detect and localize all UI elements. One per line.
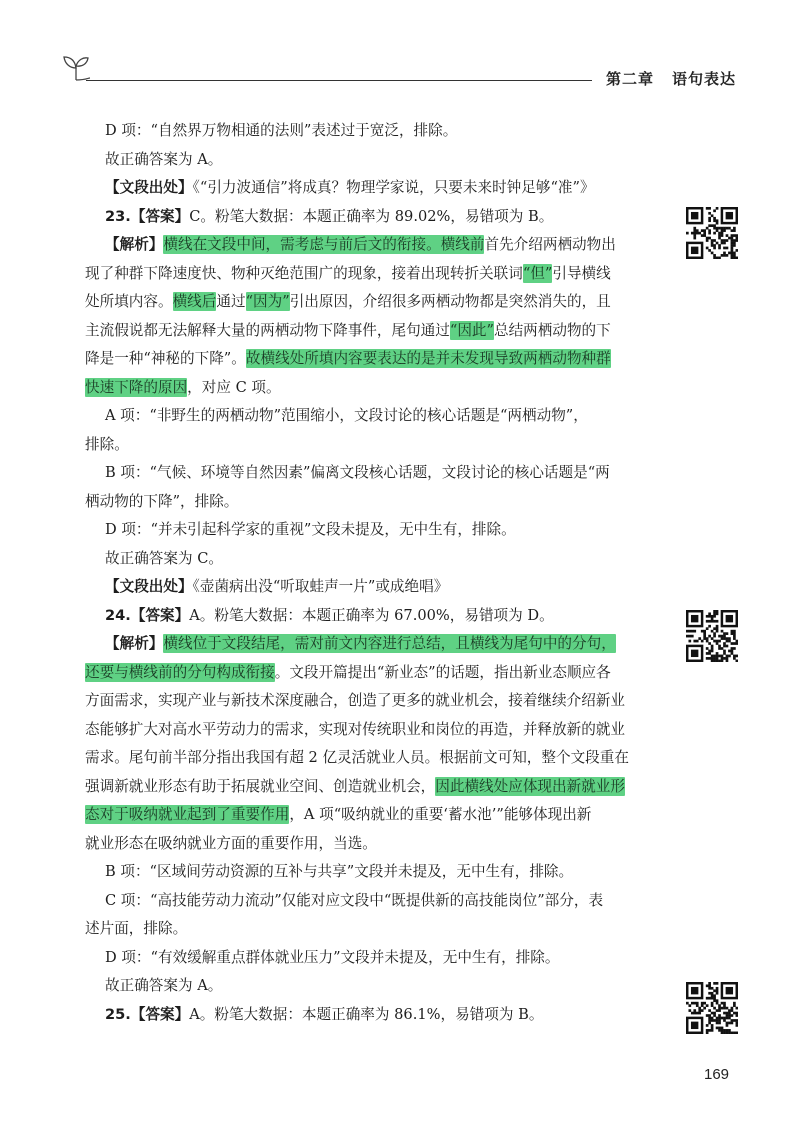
text-line <box>85 744 653 773</box>
text-line <box>85 203 653 232</box>
text-line <box>85 602 653 631</box>
text-span: 处所填内容。 <box>85 293 173 310</box>
chapter-number: 第二章 <box>606 70 655 88</box>
text-span: 栖动物的下降”，排除。 <box>85 492 239 510</box>
text-span: ，A 项“吸纳就业的重要‘蓄水池’”能够体现出新 <box>289 806 592 823</box>
text-span: 需求。尾句前半部分指出我国有超 2 亿灵活就业人员。根据前文可知，整个文段重在 <box>85 749 629 766</box>
highlighted-text: 横线后 <box>172 293 217 310</box>
text-span: 故正确答案为 C。 <box>105 549 223 567</box>
text-span: 强调新就业形态有助于拓展就业空间、创造就业机会， <box>85 777 436 795</box>
text-span: 故正确答案为 A。 <box>105 977 223 994</box>
text-span: 态能够扩大对高水平劳动力的需求，实现对传统职业和岗位的再造，并释放新的就业 <box>85 720 625 738</box>
text-span: 方面需求，实现产业与新技术深度融合，创造了更多的就业机会，接着继续介绍新业 <box>85 692 625 709</box>
page-header <box>0 0 800 100</box>
text-span: 《“引力波通信”将成真？物理学家说，只要未来时钟足够“准”》 <box>192 179 595 196</box>
highlighted-text: 还要与横线前的分句构成衔接 <box>85 663 275 681</box>
text-line <box>85 117 653 146</box>
text-line <box>85 773 653 802</box>
qr-code-q24-icon[interactable] <box>686 610 738 662</box>
text-span: 降是一种“神秘的下降”。 <box>85 350 246 367</box>
label-text: 23.【答案】 <box>105 207 190 225</box>
label-text: 25.【答案】 <box>105 1005 190 1023</box>
text-line <box>85 545 653 574</box>
page-number: 169 <box>704 1066 730 1083</box>
label-text: 【文段出处】 <box>105 179 193 196</box>
highlighted-text: 态对于吸纳就业起到了重要作用 <box>85 806 290 823</box>
text-span: 就业形态在吸纳就业方面的重要作用，当选。 <box>85 834 377 852</box>
text-span: C 项：“高技能劳动力流动”仅能对应文段中“既提供新的高技能岗位”部分，表 <box>105 891 604 909</box>
highlighted-text: 因此横线处应体现出新就业形 <box>435 777 625 795</box>
text-line <box>85 858 653 887</box>
text-line <box>85 459 653 488</box>
qr-code-q25-icon[interactable] <box>686 982 738 1034</box>
chapter-title <box>606 68 736 89</box>
label-text: 【解析】 <box>105 236 164 253</box>
text-span: 《壶菌病出没“听取蛙声一片”或成绝唱》 <box>192 578 449 595</box>
text-line <box>85 374 653 403</box>
text-span: 引导横线 <box>552 264 611 282</box>
section-title: 语句表达 <box>672 70 737 88</box>
text-span: 通过 <box>216 293 246 310</box>
text-span: 引出原因，介绍很多两栖动物都是突然消失的，且 <box>289 293 611 310</box>
text-line <box>85 972 653 1001</box>
text-line <box>85 716 653 745</box>
label-text: 24.【答案】 <box>105 606 190 624</box>
text-span: 总结两栖动物的下 <box>493 321 611 339</box>
label-text: 【文段出处】 <box>105 578 193 595</box>
text-span: 主流假说都无法解释大量的两栖动物下降事件，尾句通过 <box>85 321 450 339</box>
text-span: A。粉笔大数据：本题正确率为 67.00%，易错项为 D。 <box>189 606 554 624</box>
text-line <box>85 488 653 517</box>
text-line <box>85 801 653 830</box>
text-line <box>85 944 653 973</box>
text-line <box>85 317 653 346</box>
text-line <box>85 288 653 317</box>
text-line <box>85 887 653 916</box>
text-line <box>85 174 653 203</box>
text-span: B 项：“气候、环境等自然因素”偏离文段核心话题，文段讨论的核心话题是“两 <box>105 464 610 481</box>
label-text: 【解析】 <box>105 635 164 652</box>
text-span: D 项：“自然界万物相通的法则”表述过于宽泛，排除。 <box>105 122 458 139</box>
highlighted-text: “因为” <box>245 293 290 310</box>
text-line <box>85 516 653 545</box>
text-line <box>85 687 653 716</box>
text-span: 首先介绍两栖动物出 <box>484 236 616 253</box>
highlighted-text: 快速下降的原因 <box>85 378 188 396</box>
text-line <box>85 431 653 460</box>
text-span: A 项：“非野生的两栖动物”范围缩小，文段讨论的核心话题是“两栖动物”， <box>105 407 588 424</box>
text-line <box>85 659 653 688</box>
text-span: ，对应 C 项。 <box>187 378 281 396</box>
text-span: B 项：“区域间劳动资源的互补与共享”文段并未提及，无中生有，排除。 <box>105 863 574 880</box>
text-line <box>85 345 653 374</box>
text-span: C。粉笔大数据：本题正确率为 89.02%，易错项为 B。 <box>189 207 554 225</box>
qr-code-q23-icon[interactable] <box>686 207 738 259</box>
text-span: 排除。 <box>85 435 129 453</box>
text-line <box>85 1001 653 1030</box>
text-span: D 项：“有效缓解重点群体就业压力”文段并未提及，无中生有，排除。 <box>105 948 560 966</box>
highlighted-text: 故横线处所填内容要表达的是并未发现导致两栖动物种群 <box>245 350 611 367</box>
text-span: 。文段开篇提出“新业态”的话题，指出新业态顺应各 <box>274 663 611 681</box>
highlighted-text: “因此” <box>449 321 494 339</box>
text-span: 故正确答案为 A。 <box>105 150 223 168</box>
header-divider <box>86 80 592 81</box>
highlighted-text: “但” <box>522 264 553 282</box>
text-line <box>85 146 653 175</box>
highlighted-text: 横线位于文段结尾，需对前文内容进行总结，且横线为尾句中的分句， <box>163 635 616 652</box>
answer-explanations <box>85 117 653 1029</box>
text-line <box>85 402 653 431</box>
text-line <box>85 231 653 260</box>
text-span: 现了种群下降速度快、物种灭绝范围广的现象，接着出现转折关联词 <box>85 264 523 282</box>
text-span: A。粉笔大数据：本题正确率为 86.1%，易错项为 B。 <box>189 1005 544 1023</box>
highlighted-text: 横线在文段中间，需考虑与前后文的衔接。横线前 <box>163 236 485 253</box>
text-line <box>85 260 653 289</box>
text-line <box>85 573 653 602</box>
text-span: 述片面，排除。 <box>85 920 188 937</box>
text-line <box>85 630 653 659</box>
text-line <box>85 915 653 944</box>
text-span: D 项：“并未引起科学家的重视”文段未提及，无中生有，排除。 <box>105 521 516 538</box>
text-line <box>85 830 653 859</box>
